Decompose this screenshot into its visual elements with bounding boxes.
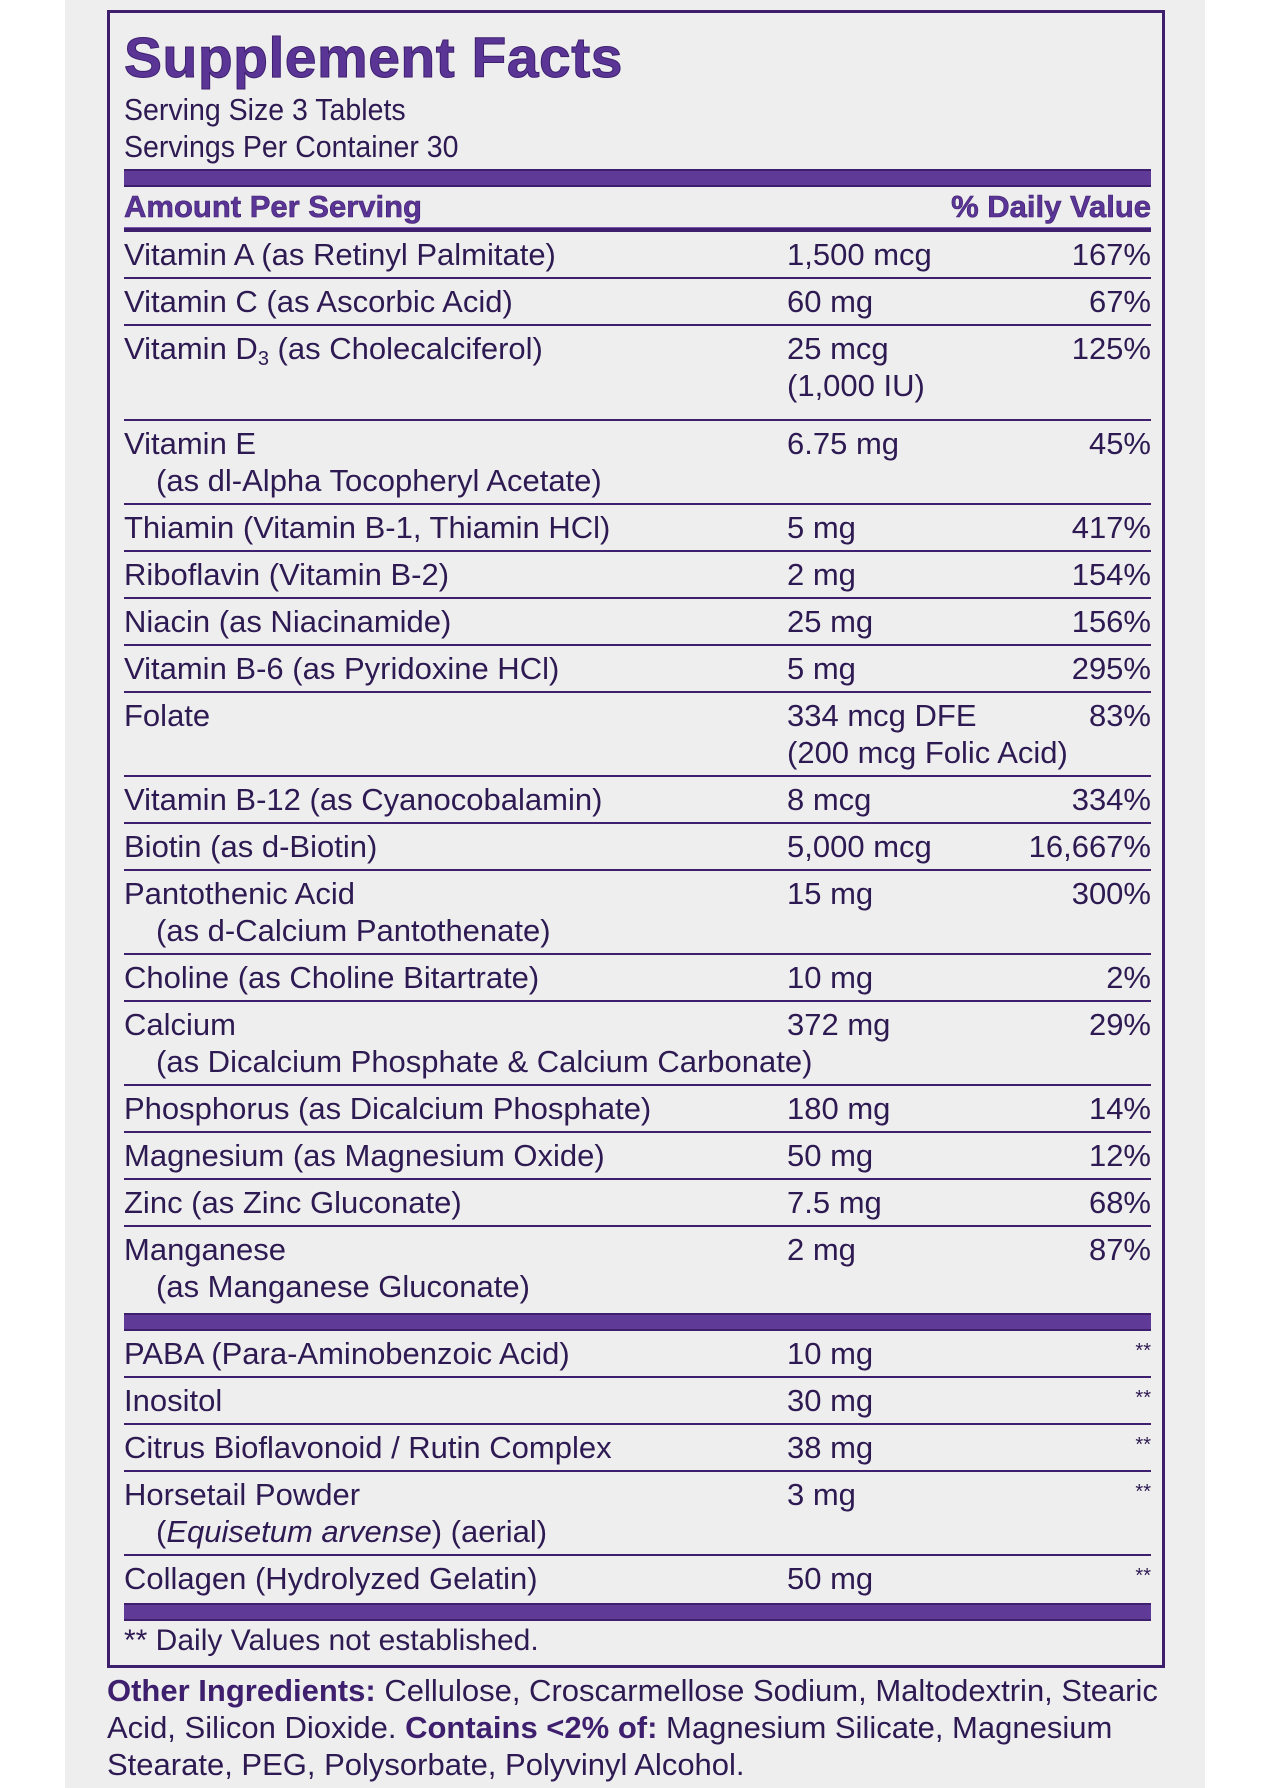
ingredient-row-paba — [124, 1331, 1151, 1378]
nutrient-amount: 180 mg — [787, 1091, 891, 1126]
nutrient-amount: 8 mcg — [787, 782, 872, 817]
amount-per-serving-header: Amount Per Serving — [124, 189, 422, 224]
nutrient-amount: 60 mg — [787, 284, 874, 319]
nutrient-row-vitamin-c — [124, 279, 1151, 326]
other-ingredients-text: Cellulose, Croscarmellose Sodium, Maltodextrin, Stearic Acid, Silicon Dioxide. — [107, 1673, 1158, 1745]
ingredient-name: Horsetail Powder — [124, 1477, 361, 1512]
nutrient-row-niacin — [124, 599, 1151, 646]
other-ingredients-label: Other Ingredients: — [107, 1673, 376, 1708]
nutrient-row-zinc — [124, 1180, 1151, 1227]
plant-part: ) (aerial) — [431, 1514, 548, 1549]
nutrient-amount: 15 mg — [787, 876, 874, 911]
ingredient-name: Citrus Bioflavonoid / Rutin Complex — [124, 1430, 612, 1465]
daily-value-not-established: ** — [1135, 1481, 1151, 1503]
nutrient-row-riboflavin — [124, 552, 1151, 599]
nutrient-daily-value: 67% — [1088, 284, 1151, 319]
nutrient-row-pantothenic-acid — [124, 871, 1151, 955]
nutrient-amount: 10 mg — [787, 960, 874, 995]
ingredient-amount: 3 mg — [787, 1477, 856, 1512]
nutrient-name: Niacin (as Niacinamide) — [124, 604, 452, 639]
nutrient-daily-value: 2% — [1106, 960, 1151, 995]
nutrient-source: (as d-Calcium Pantothenate) — [156, 913, 551, 948]
nutrient-name: Thiamin (Vitamin B-1, Thiamin HCl) — [124, 510, 611, 545]
nutrient-name-text: Vitamin D — [124, 331, 258, 366]
nutrient-name-subscript: 3 — [257, 348, 269, 370]
nutrient-amount-line2: (1,000 IU) — [787, 368, 925, 403]
daily-value-not-established: ** — [1135, 1565, 1151, 1587]
nutrient-row-vitamin-b6 — [124, 646, 1151, 693]
nutrient-row-phosphorus — [124, 1086, 1151, 1133]
nutrient-daily-value: 68% — [1088, 1185, 1151, 1220]
nutrient-source: (as dl-Alpha Tocopheryl Acetate) — [156, 463, 602, 498]
daily-value-not-established: ** — [1135, 1340, 1151, 1362]
nutrient-amount: 5 mg — [787, 510, 856, 545]
ingredient-amount: 30 mg — [787, 1383, 874, 1418]
nutrient-name: Calcium — [124, 1007, 236, 1042]
nutrient-name — [124, 330, 1151, 378]
paren-open: ( — [156, 1514, 167, 1549]
latin-name: Equisetum arvense — [166, 1514, 432, 1549]
nutrient-daily-value: 167% — [1071, 237, 1151, 272]
nutrient-row-vitamin-d3 — [124, 326, 1151, 421]
daily-value-not-established: ** — [1135, 1434, 1151, 1456]
nutrient-daily-value: 154% — [1071, 557, 1151, 592]
nutrient-name-text: (as Cholecalciferol) — [268, 331, 543, 366]
nutrient-amount — [787, 697, 1068, 771]
ingredient-name: Collagen (Hydrolyzed Gelatin) — [124, 1561, 538, 1596]
nutrient-daily-value: 14% — [1088, 1091, 1151, 1126]
nutrient-row-calcium — [124, 1002, 1151, 1086]
ingredient-row-collagen — [124, 1556, 1151, 1601]
ingredient-amount: 38 mg — [787, 1430, 874, 1465]
thick-divider — [124, 169, 1151, 187]
nutrient-daily-value: 417% — [1071, 510, 1151, 545]
nutrient-name: Zinc (as Zinc Gluconate) — [124, 1185, 462, 1220]
nutrient-name: Vitamin A (as Retinyl Palmitate) — [124, 237, 556, 272]
nutrient-daily-value: 16,667% — [1028, 829, 1151, 864]
nutrient-name: Pantothenic Acid — [124, 876, 355, 911]
nutrient-row-biotin — [124, 824, 1151, 871]
nutrient-amount: 2 mg — [787, 1232, 856, 1267]
nutrient-name: Folate — [124, 698, 211, 733]
nutrient-source: (as Dicalcium Phosphate & Calcium Carbonate) — [156, 1044, 813, 1079]
ingredient-row-horsetail — [124, 1472, 1151, 1556]
nutrient-daily-value: 300% — [1071, 876, 1151, 911]
nutrient-name: Biotin (as d-Biotin) — [124, 829, 378, 864]
nutrient-daily-value: 125% — [1071, 331, 1151, 366]
nutrient-row-vitamin-a — [124, 232, 1151, 279]
nutrient-amount — [787, 330, 925, 404]
nutrient-amount: 2 mg — [787, 557, 856, 592]
nutrient-amount: 1,500 mcg — [787, 237, 932, 272]
nutrient-daily-value: 12% — [1088, 1138, 1151, 1173]
nutrient-name: Riboflavin (Vitamin B-2) — [124, 557, 450, 592]
nutrient-amount: 5 mg — [787, 651, 856, 686]
ingredient-source — [124, 1513, 1151, 1550]
nutrient-amount-line2: (200 mcg Folic Acid) — [787, 735, 1068, 770]
nutrient-daily-value: 83% — [1088, 698, 1151, 733]
nutrient-name: Vitamin B-12 (as Cyanocobalamin) — [124, 782, 603, 817]
ingredient-amount: 50 mg — [787, 1561, 874, 1596]
nutrient-amount-line1: 334 mcg DFE — [787, 698, 977, 733]
ingredient-row-citrus-bioflavonoid — [124, 1425, 1151, 1472]
nutrient-name: Choline (as Choline Bitartrate) — [124, 960, 540, 995]
nutrient-daily-value: 29% — [1088, 1007, 1151, 1042]
daily-value-header: % Daily Value — [951, 189, 1151, 224]
serving-size: Serving Size 3 Tablets — [124, 92, 406, 127]
ingredient-name: Inositol — [124, 1383, 223, 1418]
servings-per-container: Servings Per Container 30 — [124, 129, 459, 164]
thick-divider — [124, 1313, 1151, 1331]
thick-divider — [124, 1603, 1151, 1621]
nutrient-daily-value: 45% — [1088, 426, 1151, 461]
nutrient-row-magnesium — [124, 1133, 1151, 1180]
nutrient-row-vitamin-e — [124, 421, 1151, 505]
nutrient-row-manganese — [124, 1227, 1151, 1309]
nutrient-source: (as Manganese Gluconate) — [156, 1269, 530, 1304]
nutrient-daily-value: 295% — [1071, 651, 1151, 686]
nutrient-amount: 50 mg — [787, 1138, 874, 1173]
nutrient-name: Magnesium (as Magnesium Oxide) — [124, 1138, 605, 1173]
daily-value-footnote: ** Daily Values not established. — [124, 1624, 539, 1657]
table-header — [124, 187, 1151, 227]
nutrient-row-choline — [124, 955, 1151, 1002]
nutrient-daily-value: 334% — [1071, 782, 1151, 817]
nutrient-name: Manganese — [124, 1232, 287, 1267]
contains-less-than-label: Contains <2% of: — [405, 1710, 658, 1745]
supplement-facts-title: Supplement Facts — [124, 26, 623, 90]
nutrient-name: Phosphorus (as Dicalcium Phosphate) — [124, 1091, 652, 1126]
nutrient-name: Vitamin B-6 (as Pyridoxine HCl) — [124, 651, 560, 686]
nutrient-amount: 5,000 mcg — [787, 829, 932, 864]
nutrient-name: Vitamin E — [124, 426, 257, 461]
other-ingredients — [107, 1672, 1207, 1783]
ingredient-amount: 10 mg — [787, 1336, 874, 1371]
supplement-facts-panel — [107, 10, 1165, 1668]
nutrient-amount: 7.5 mg — [787, 1185, 882, 1220]
supplement-facts-content — [124, 13, 1151, 1661]
nutrient-daily-value: 156% — [1071, 604, 1151, 639]
nutrient-amount: 25 mg — [787, 604, 874, 639]
daily-value-not-established: ** — [1135, 1387, 1151, 1409]
nutrient-row-folate — [124, 693, 1151, 777]
nutrient-amount-line1: 25 mcg — [787, 331, 889, 366]
nutrient-amount: 372 mg — [787, 1007, 891, 1042]
nutrient-name: Vitamin C (as Ascorbic Acid) — [124, 284, 513, 319]
nutrient-daily-value: 87% — [1088, 1232, 1151, 1267]
contains-less-than-text: Magnesium Silicate, Magnesium Stearate, PEG, Polysorbate, Polyvinyl Alcohol. — [107, 1710, 1113, 1782]
nutrient-row-thiamin — [124, 505, 1151, 552]
nutrient-amount: 6.75 mg — [787, 426, 900, 461]
ingredient-name: PABA (Para-Aminobenzoic Acid) — [124, 1336, 570, 1371]
nutrient-row-vitamin-b12 — [124, 777, 1151, 824]
ingredient-row-inositol — [124, 1378, 1151, 1425]
